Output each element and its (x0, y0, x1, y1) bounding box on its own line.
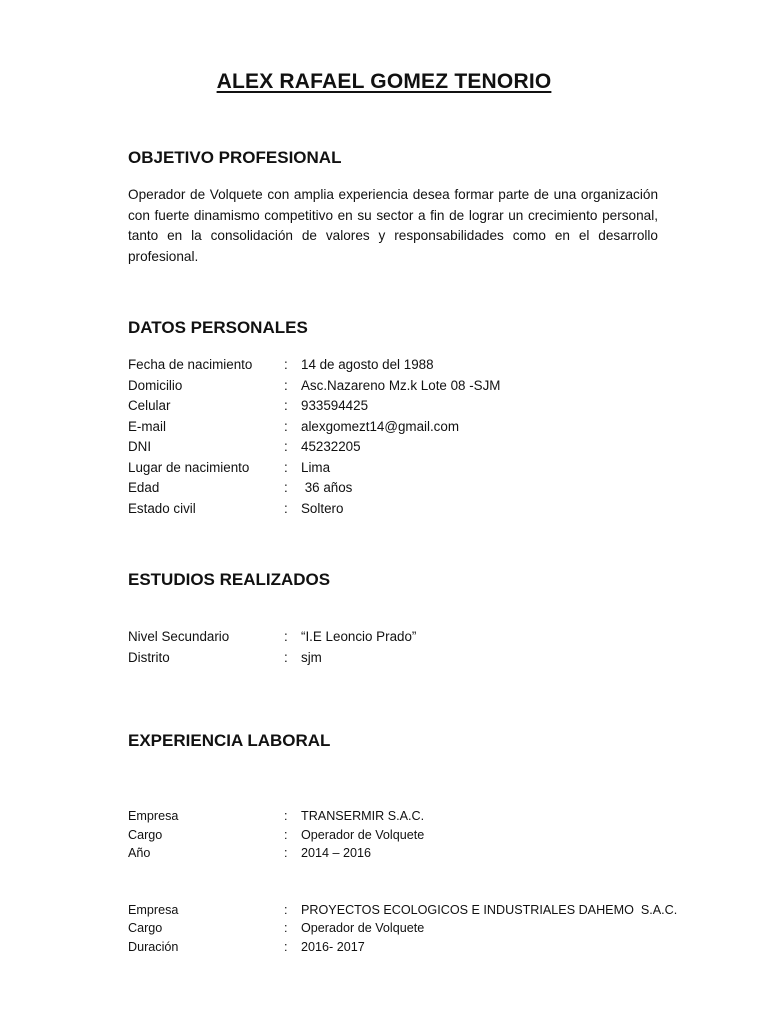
personal-data-heading: DATOS PERSONALES (128, 318, 308, 337)
personal-row (128, 376, 688, 396)
experience-heading: EXPERIENCIA LABORAL (128, 731, 331, 750)
candidate-name: ALEX RAFAEL GOMEZ TENORIO (216, 70, 552, 93)
personal-row (128, 355, 688, 375)
separator: : (284, 921, 288, 935)
field-label: Cargo (128, 921, 163, 935)
objective-text: Operador de Volquete con amplia experiencia desea formar parte de una organización con fuerte dinamismo competitivo en su sector a fin de lograr un crecimiento personal, tanto en la consolidación de valores y responsabilidades como en el desarrollo profesional. (128, 187, 658, 264)
field-label: Cargo (128, 828, 163, 842)
field-label: DNI (128, 439, 152, 454)
studies-row (128, 648, 688, 668)
field-label: Duración (128, 940, 179, 954)
separator: : (284, 903, 288, 917)
field-label: Celular (128, 398, 171, 413)
field-label: Edad (128, 480, 160, 495)
field-value: Operador de Volquete (301, 828, 425, 842)
field-value: 933594425 (301, 398, 369, 413)
experience-row (128, 844, 688, 863)
field-value: 36 años (301, 480, 353, 495)
field-label: Empresa (128, 903, 179, 917)
separator: : (284, 480, 288, 495)
separator: : (284, 940, 288, 954)
field-label: Año (128, 846, 151, 860)
field-label: Nivel Secundario (128, 629, 230, 644)
field-value: 45232205 (301, 439, 361, 454)
separator: : (284, 809, 288, 823)
field-value: Asc.Nazareno Mz.k Lote 08 -SJM (301, 378, 501, 393)
personal-row (128, 478, 688, 498)
email-value: alexgomezt14@gmail.com (301, 419, 459, 434)
field-label: Empresa (128, 809, 179, 823)
field-value: sjm (301, 650, 322, 665)
field-label: Fecha de nacimiento (128, 357, 253, 372)
separator: : (284, 357, 288, 372)
personal-row (128, 417, 688, 437)
separator: : (284, 378, 288, 393)
field-value: Lima (301, 460, 331, 475)
field-value: PROYECTOS ECOLOGICOS E INDUSTRIALES DAHEMO S.A.C. (301, 903, 678, 917)
field-label: Estado civil (128, 501, 196, 516)
field-value: TRANSERMIR S.A.C. (301, 809, 425, 823)
field-value: “I.E Leoncio Prado” (301, 629, 417, 644)
experience-row (128, 901, 688, 920)
personal-row (128, 458, 688, 478)
field-value: 2014 – 2016 (301, 846, 372, 860)
field-label: E-mail (128, 419, 166, 434)
separator: : (284, 629, 288, 644)
personal-row (128, 396, 688, 416)
personal-row (128, 437, 688, 457)
separator: : (284, 419, 288, 434)
field-label: Lugar de nacimiento (128, 460, 250, 475)
separator: : (284, 828, 288, 842)
experience-row (128, 807, 688, 826)
field-value: 2016- 2017 (301, 940, 365, 954)
separator: : (284, 650, 288, 665)
field-value: Operador de Volquete (301, 921, 425, 935)
field-label: Domicilio (128, 378, 183, 393)
personal-row (128, 499, 688, 519)
field-label: Distrito (128, 650, 170, 665)
field-value: 14 de agosto del 1988 (301, 357, 434, 372)
separator: : (284, 398, 288, 413)
studies-row (128, 627, 688, 647)
objective-heading: OBJETIVO PROFESIONAL (128, 148, 342, 167)
experience-row (128, 826, 688, 845)
experience-row (128, 919, 688, 938)
field-value: Soltero (301, 501, 344, 516)
separator: : (284, 460, 288, 475)
experience-row (128, 938, 688, 957)
separator: : (284, 501, 288, 516)
separator: : (284, 846, 288, 860)
studies-heading: ESTUDIOS REALIZADOS (128, 570, 331, 589)
separator: : (284, 439, 288, 454)
